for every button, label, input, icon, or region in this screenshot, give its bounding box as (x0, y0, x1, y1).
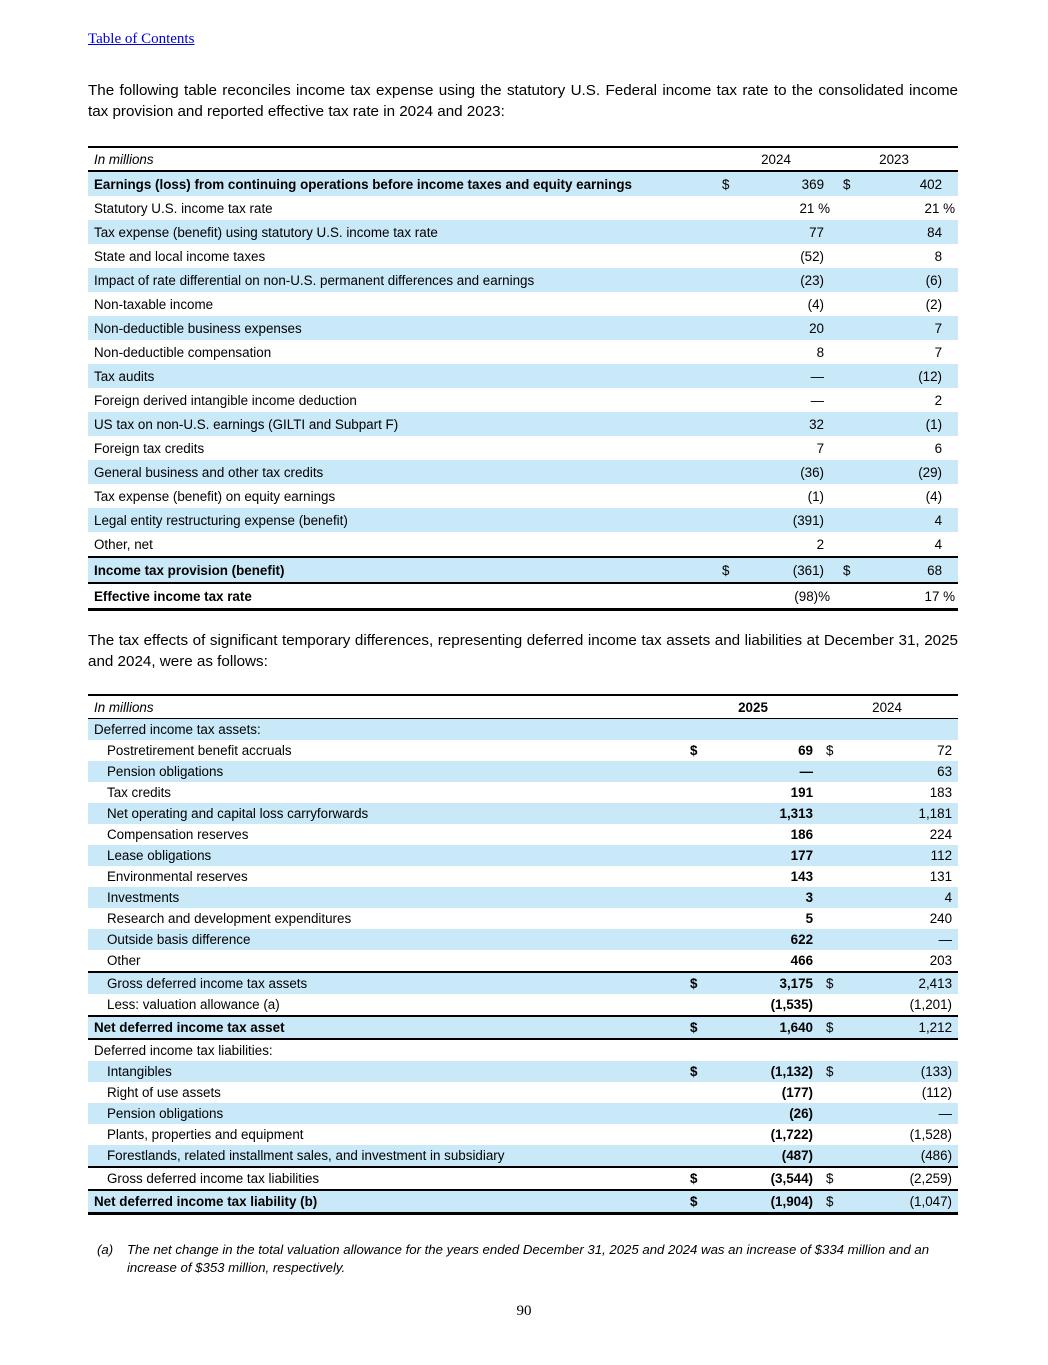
row-value-col2: (1,528) (909, 1127, 953, 1142)
table-row (88, 740, 958, 761)
row-value-col2: 203 (929, 953, 953, 968)
dollar-sign (722, 583, 750, 610)
dollar-sign (816, 719, 844, 741)
table-row (88, 364, 958, 388)
table-row (88, 761, 958, 782)
dollar-sign: $ (816, 1167, 844, 1190)
table-row (88, 508, 958, 532)
row-value-col2: (2,259) (844, 1167, 958, 1190)
table-row (88, 887, 958, 908)
row-value-col2: 4 (934, 536, 943, 552)
row-label: Gross deferred income tax assets (88, 972, 690, 994)
row-label: Postretirement benefit accruals (107, 743, 292, 758)
row-value-col1 (716, 1039, 816, 1061)
dollar-sign: $ (722, 171, 750, 196)
row-label: Non-taxable income (94, 296, 214, 312)
row-label: Income tax provision (benefit) (88, 557, 722, 583)
row-value-col2: 131 (929, 869, 953, 884)
row-label: Other (107, 953, 141, 968)
row-value-col2: 112 (844, 845, 958, 866)
footnote-marker: (a) (97, 1242, 114, 1257)
dollar-sign (690, 782, 716, 803)
dollar-sign (830, 220, 860, 244)
table-row (88, 908, 958, 929)
table-row (88, 1061, 958, 1082)
row-label: Intangibles (88, 1061, 690, 1082)
dollar-sign: $ (816, 1061, 844, 1082)
table1-header (88, 147, 958, 171)
column-header-2024: 2024 (761, 151, 791, 167)
table-row (88, 1167, 958, 1190)
row-label: Gross deferred income tax liabilities (88, 1167, 690, 1190)
row-label: Pension obligations (88, 1103, 690, 1124)
row-value-col1: (36) (750, 460, 830, 484)
intro-paragraph-reconciliation: The following table reconciles income tax expense using the statutory U.S. Federal income tax rate to the consolidated income tax provision and reported effective tax rate in 2024 and 2023: (88, 82, 958, 120)
dollar-sign (690, 761, 716, 782)
row-value-col1: (1,722) (770, 1127, 814, 1142)
row-label: Compensation reserves (107, 827, 249, 842)
row-value-col1: 1,640 (716, 1016, 816, 1039)
dollar-sign (816, 1103, 844, 1124)
row-value-col1: 3,175 (716, 972, 816, 994)
dollar-sign (816, 887, 844, 908)
row-value-col2: 7 (860, 316, 958, 340)
dollar-sign (830, 436, 860, 460)
dollar-sign (722, 340, 750, 364)
dollar-sign (690, 994, 716, 1016)
row-value-col2: 4 (860, 508, 958, 532)
row-label: Other, net (94, 536, 153, 552)
row-value-col1: (391) (750, 508, 830, 532)
row-label: Lease obligations (88, 845, 690, 866)
dollar-sign: $ (690, 1190, 716, 1214)
row-value-col2: (6) (860, 268, 958, 292)
dollar-sign (830, 316, 860, 340)
table-row (88, 532, 958, 557)
row-label: US tax on non-U.S. earnings (GILTI and Subpart F) (88, 412, 722, 436)
row-label: Outside basis difference (88, 929, 690, 950)
row-value-col1: (4) (807, 296, 825, 312)
dollar-sign (830, 196, 860, 220)
row-value-col2 (844, 719, 958, 741)
table-row (88, 929, 958, 950)
row-value-col2: 240 (929, 911, 953, 926)
row-label: Tax audits (88, 364, 722, 388)
row-value-col1: 32 (750, 412, 830, 436)
dollar-sign: $ (690, 1167, 716, 1190)
dollar-sign (816, 803, 844, 824)
row-value-col2: 8 (934, 248, 943, 264)
row-value-col1: 20 (750, 316, 830, 340)
row-label: State and local income taxes (94, 248, 266, 264)
row-value-col2: 1,212 (844, 1016, 958, 1039)
row-value-col2: (486) (844, 1145, 958, 1167)
row-value-col2: (29) (860, 460, 958, 484)
row-label: Less: valuation allowance (a) (107, 997, 280, 1012)
row-value-col2: 2,413 (844, 972, 958, 994)
table-row (88, 412, 958, 436)
row-value-col1: 186 (790, 827, 814, 842)
table-row (88, 340, 958, 364)
dollar-sign (690, 1082, 716, 1103)
table-row (88, 244, 958, 268)
row-value-col2: (2) (925, 296, 943, 312)
row-label: Net operating and capital loss carryforwards (88, 803, 690, 824)
row-label: Plants, properties and equipment (107, 1127, 304, 1142)
dollar-sign (722, 532, 750, 557)
dollar-sign (816, 845, 844, 866)
row-value-col1: — (750, 364, 830, 388)
deferred-income-tax-table (88, 694, 958, 1215)
dollar-sign: $ (816, 1190, 844, 1214)
row-value-col2: (1,047) (844, 1190, 958, 1214)
row-value-col1: 5 (805, 911, 814, 926)
row-value-col1: 466 (790, 953, 814, 968)
row-label: Deferred income tax assets: (88, 719, 690, 741)
table-row (88, 950, 958, 972)
dollar-sign (722, 484, 750, 508)
table2-header (88, 695, 958, 719)
dollar-sign (830, 460, 860, 484)
dollar-sign (690, 845, 716, 866)
table-row (88, 268, 958, 292)
row-label: Non-deductible compensation (94, 344, 272, 360)
table-row (88, 220, 958, 244)
row-label: Legal entity restructuring expense (benefit) (88, 508, 722, 532)
table-row (88, 316, 958, 340)
table-row (88, 1124, 958, 1145)
table-row (88, 845, 958, 866)
column-header-2025: 2025 (738, 699, 768, 715)
table-row (88, 484, 958, 508)
row-value-col1: 8 (816, 344, 825, 360)
table-row (88, 436, 958, 460)
row-label: Foreign tax credits (94, 440, 205, 456)
dollar-sign (690, 1124, 716, 1145)
table-row (88, 460, 958, 484)
row-value-col2: 68 (860, 557, 958, 583)
dollar-sign (722, 292, 750, 316)
unit-label: In millions (94, 699, 154, 715)
dollar-sign: $ (816, 1016, 844, 1039)
dollar-sign (722, 220, 750, 244)
row-value-col1: 2 (816, 536, 825, 552)
dollar-sign: $ (722, 557, 750, 583)
row-value-col1: (1) (807, 488, 825, 504)
row-value-col2: 402 (860, 171, 958, 196)
table-row (88, 1082, 958, 1103)
dollar-sign (830, 508, 860, 532)
dollar-sign (722, 364, 750, 388)
dollar-sign (722, 196, 750, 220)
row-label: Pension obligations (88, 761, 690, 782)
dollar-sign (816, 929, 844, 950)
row-value-col2: (1,201) (909, 997, 953, 1012)
row-value-col1: 21 % (799, 200, 831, 216)
dollar-sign (690, 1103, 716, 1124)
table-row (88, 994, 958, 1016)
row-value-col1: 622 (716, 929, 816, 950)
page-number: 90 (516, 1303, 532, 1319)
table-row (88, 972, 958, 994)
table-row (88, 824, 958, 845)
table-header-row (88, 695, 958, 719)
dollar-sign (722, 412, 750, 436)
dollar-sign (690, 950, 716, 972)
dollar-sign (816, 1124, 844, 1145)
dollar-sign (816, 782, 844, 803)
row-value-col1: 143 (790, 869, 814, 884)
row-label: General business and other tax credits (88, 460, 722, 484)
row-value-col2: 4 (844, 887, 958, 908)
dollar-sign (830, 412, 860, 436)
row-value-col1: (23) (750, 268, 830, 292)
row-value-col2: 224 (929, 827, 953, 842)
dollar-sign (690, 908, 716, 929)
table-row (88, 782, 958, 803)
table-row (88, 557, 958, 583)
row-value-col1: 369 (750, 171, 830, 196)
table-of-contents-link[interactable]: Table of Contents (88, 31, 195, 47)
dollar-sign: $ (690, 972, 716, 994)
row-value-col1: (3,544) (716, 1167, 816, 1190)
row-value-col2: 72 (937, 743, 953, 758)
row-value-col1: (1,535) (770, 997, 814, 1012)
row-value-col2: — (844, 1103, 958, 1124)
intro-paragraph-deferred-taxes: The tax effects of significant temporary differences, representing deferred income tax assets and liabilities at December 31, 2025 and 2024, were as follows: (88, 632, 958, 670)
dollar-sign: $ (830, 557, 860, 583)
row-value-col1: 77 (750, 220, 830, 244)
dollar-sign (816, 994, 844, 1016)
table1-body (88, 171, 958, 610)
table-row (88, 583, 958, 610)
table-row (88, 1145, 958, 1167)
dollar-sign (690, 803, 716, 824)
row-label: Tax expense (benefit) on equity earnings (94, 488, 336, 504)
dollar-sign (830, 532, 860, 557)
table-row (88, 196, 958, 220)
row-value-col2: — (844, 929, 958, 950)
dollar-sign (816, 1082, 844, 1103)
row-label: Environmental reserves (107, 869, 248, 884)
dollar-sign (722, 268, 750, 292)
row-value-col2: 63 (844, 761, 958, 782)
row-value-col2: 21 % (924, 200, 956, 216)
table-header-row (88, 147, 958, 171)
row-value-col2: (133) (844, 1061, 958, 1082)
dollar-sign (816, 1145, 844, 1167)
table-row (88, 388, 958, 412)
dollar-sign (830, 583, 860, 610)
row-label: Tax credits (107, 785, 171, 800)
column-header-2024: 2024 (872, 699, 902, 715)
table-row (88, 1103, 958, 1124)
row-label: Net deferred income tax asset (88, 1016, 690, 1039)
row-value-col1: 1,313 (716, 803, 816, 824)
row-value-col1: (1,132) (716, 1061, 816, 1082)
dollar-sign: $ (830, 171, 860, 196)
table-row (88, 866, 958, 887)
dollar-sign (690, 866, 716, 887)
dollar-sign (830, 388, 860, 412)
dollar-sign: $ (690, 1061, 716, 1082)
row-label: Net deferred income tax liability (b) (88, 1190, 690, 1214)
footnote-text: The net change in the total valuation allowance for the years ended December 31, 2025 and 2024 was an increase of $334 million and an increase of $353 million, respectively. (127, 1242, 930, 1275)
row-value-col2: 1,181 (844, 803, 958, 824)
dollar-sign: $ (826, 743, 834, 758)
dollar-sign (816, 866, 844, 887)
dollar-sign (816, 1039, 844, 1061)
row-label: Investments (88, 887, 690, 908)
row-value-col2: (1) (860, 412, 958, 436)
row-value-col2: 17 % (860, 583, 958, 610)
row-value-col1: (487) (716, 1145, 816, 1167)
table-row (88, 803, 958, 824)
dollar-sign (722, 316, 750, 340)
dollar-sign (722, 388, 750, 412)
dollar-sign (722, 508, 750, 532)
row-value-col2: (4) (925, 488, 943, 504)
row-value-col2: 84 (860, 220, 958, 244)
row-label: Research and development expenditures (107, 911, 352, 926)
row-value-col2: 2 (934, 392, 943, 408)
row-label: Tax expense (benefit) using statutory U.S. income tax rate (88, 220, 722, 244)
column-header-2023: 2023 (879, 151, 909, 167)
row-value-col2: 183 (929, 785, 953, 800)
dollar-sign (722, 436, 750, 460)
dollar-sign: $ (816, 972, 844, 994)
row-value-col1: 191 (790, 785, 814, 800)
dollar-sign (830, 340, 860, 364)
row-label: Non-deductible business expenses (88, 316, 722, 340)
dollar-sign (722, 244, 750, 268)
dollar-sign (690, 929, 716, 950)
row-label: Effective income tax rate (88, 583, 722, 610)
dollar-sign (830, 292, 860, 316)
dollar-sign (690, 887, 716, 908)
unit-label: In millions (94, 151, 154, 167)
row-label: Earnings (loss) from continuing operations before income taxes and equity earnings (88, 171, 722, 196)
income-tax-reconciliation-table (88, 146, 958, 611)
row-value-col1: 177 (716, 845, 816, 866)
row-value-col1: (361) (750, 557, 830, 583)
row-value-col2: (12) (860, 364, 958, 388)
row-value-col2: (112) (921, 1085, 953, 1100)
row-value-col2: 6 (934, 440, 943, 456)
table-row (88, 1190, 958, 1214)
dollar-sign (690, 824, 716, 845)
row-value-col1: — (810, 392, 825, 408)
row-value-col1: (26) (716, 1103, 816, 1124)
row-value-col1: — (716, 761, 816, 782)
dollar-sign (816, 908, 844, 929)
dollar-sign (816, 950, 844, 972)
dollar-sign (690, 1145, 716, 1167)
row-value-col2: 7 (934, 344, 943, 360)
row-value-col1: 69 (798, 743, 814, 758)
table-row (88, 1016, 958, 1039)
row-label: Statutory U.S. income tax rate (94, 200, 273, 216)
row-label: Deferred income tax liabilities: (94, 1043, 273, 1058)
row-label: Foreign derived intangible income deduction (94, 392, 357, 408)
dollar-sign (830, 244, 860, 268)
row-value-col1: (52) (800, 248, 825, 264)
dollar-sign: $ (690, 743, 698, 758)
table-row (88, 171, 958, 196)
footnote-a (88, 1241, 958, 1276)
dollar-sign (830, 268, 860, 292)
dollar-sign (816, 824, 844, 845)
row-value-col1: (98)% (750, 583, 830, 610)
dollar-sign: $ (690, 1016, 716, 1039)
table2-body (88, 719, 958, 1214)
row-label: Right of use assets (107, 1085, 221, 1100)
dollar-sign (830, 364, 860, 388)
row-value-col1: 3 (716, 887, 816, 908)
dollar-sign (722, 460, 750, 484)
table-row (88, 292, 958, 316)
row-value-col1 (716, 719, 816, 741)
row-value-col1: 7 (816, 440, 825, 456)
row-value-col2 (844, 1039, 958, 1061)
dollar-sign (690, 1039, 716, 1061)
table-row (88, 1039, 958, 1061)
row-value-col1: (1,904) (716, 1190, 816, 1214)
row-label: Impact of rate differential on non-U.S. permanent differences and earnings (88, 268, 722, 292)
row-label: Forestlands, related installment sales, and investment in subsidiary (88, 1145, 690, 1167)
dollar-sign (816, 761, 844, 782)
table-row (88, 719, 958, 741)
dollar-sign (830, 484, 860, 508)
dollar-sign (690, 719, 716, 741)
row-value-col1: (177) (781, 1085, 814, 1100)
